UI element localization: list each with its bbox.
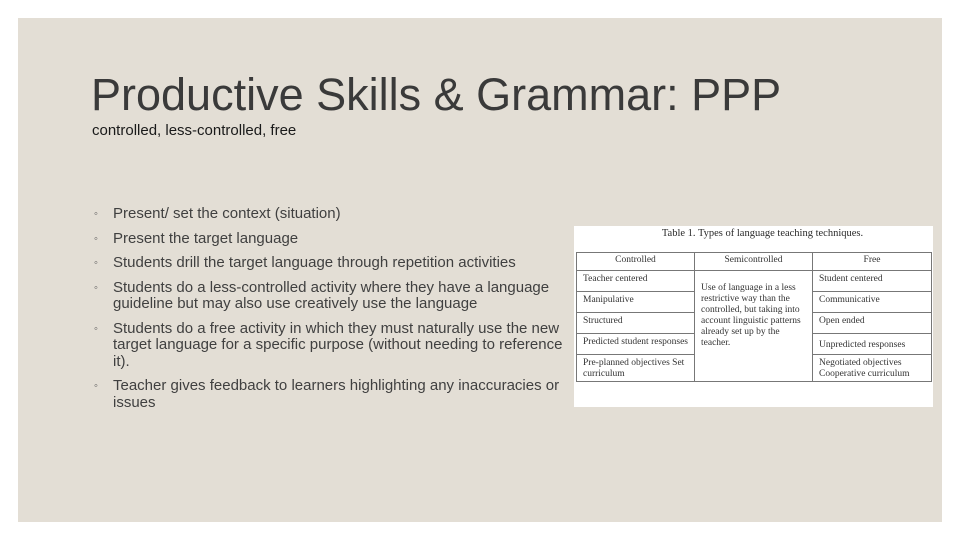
semicontrolled-text: Use of language in a less restrictive way than the controlled, but taking into account linguistic patterns already set up by the teacher. bbox=[701, 283, 801, 348]
free-cell: Negotiated objectives Cooperative curriculum bbox=[813, 355, 932, 382]
free-cell: Student centered bbox=[813, 271, 932, 292]
bullet-list bbox=[94, 206, 574, 419]
free-cell: Communicative bbox=[813, 292, 932, 313]
slide-subtitle: controlled, less-controlled, free bbox=[92, 122, 297, 139]
bullet-item bbox=[94, 321, 574, 371]
bullet-text: Students drill the target language through repetition activities bbox=[113, 254, 516, 271]
bullet-item bbox=[94, 255, 574, 272]
slide-background bbox=[18, 18, 942, 522]
controlled-cell: Predicted student responses bbox=[577, 334, 695, 355]
table-row bbox=[577, 271, 932, 292]
bullet-marker: ◦ bbox=[94, 281, 98, 294]
bullet-marker: ◦ bbox=[94, 208, 98, 220]
bullet-marker: ◦ bbox=[94, 232, 98, 245]
bullet-marker: ◦ bbox=[94, 380, 98, 392]
header-semicontrolled: Semicontrolled bbox=[695, 253, 813, 271]
bullet-text: Present the target language bbox=[113, 229, 299, 247]
bullet-item bbox=[94, 231, 574, 248]
slide-title: Productive Skills & Grammar: PPP bbox=[91, 69, 782, 120]
bullet-marker: ◦ bbox=[94, 257, 98, 269]
header-free: Free bbox=[813, 253, 932, 271]
free-cell: Open ended bbox=[813, 313, 932, 334]
controlled-cell: Teacher centered bbox=[577, 271, 695, 292]
bullet-text: Present/ set the context (situation) bbox=[113, 205, 341, 222]
header-controlled: Controlled bbox=[577, 253, 695, 271]
language-techniques-table bbox=[576, 252, 932, 382]
bullet-item bbox=[94, 378, 574, 411]
bullet-text: Students do a less-controlled activity where they have a language guideline but may also use creatively use the language bbox=[113, 278, 550, 312]
free-cell: Unpredicted responses bbox=[813, 334, 932, 355]
table-header-row bbox=[577, 253, 932, 271]
controlled-cell: Manipulative bbox=[577, 292, 695, 313]
controlled-cell: Pre-planned objectives Set curriculum bbox=[577, 355, 695, 382]
bullet-item bbox=[94, 206, 574, 223]
bullet-text: Students do a free activity in which they must naturally use the new target language for a specific purpose (without needing to reference it). bbox=[113, 319, 563, 370]
controlled-cell: Structured bbox=[577, 313, 695, 334]
language-techniques-table-image bbox=[574, 226, 933, 407]
bullet-item bbox=[94, 280, 574, 313]
bullet-text: Teacher gives feedback to learners highlighting any inaccuracies or issues bbox=[113, 377, 560, 411]
bullet-marker: ◦ bbox=[94, 322, 98, 335]
table-caption: Table 1. Types of language teaching techniques. bbox=[661, 228, 864, 239]
semicontrolled-cell bbox=[695, 271, 813, 382]
